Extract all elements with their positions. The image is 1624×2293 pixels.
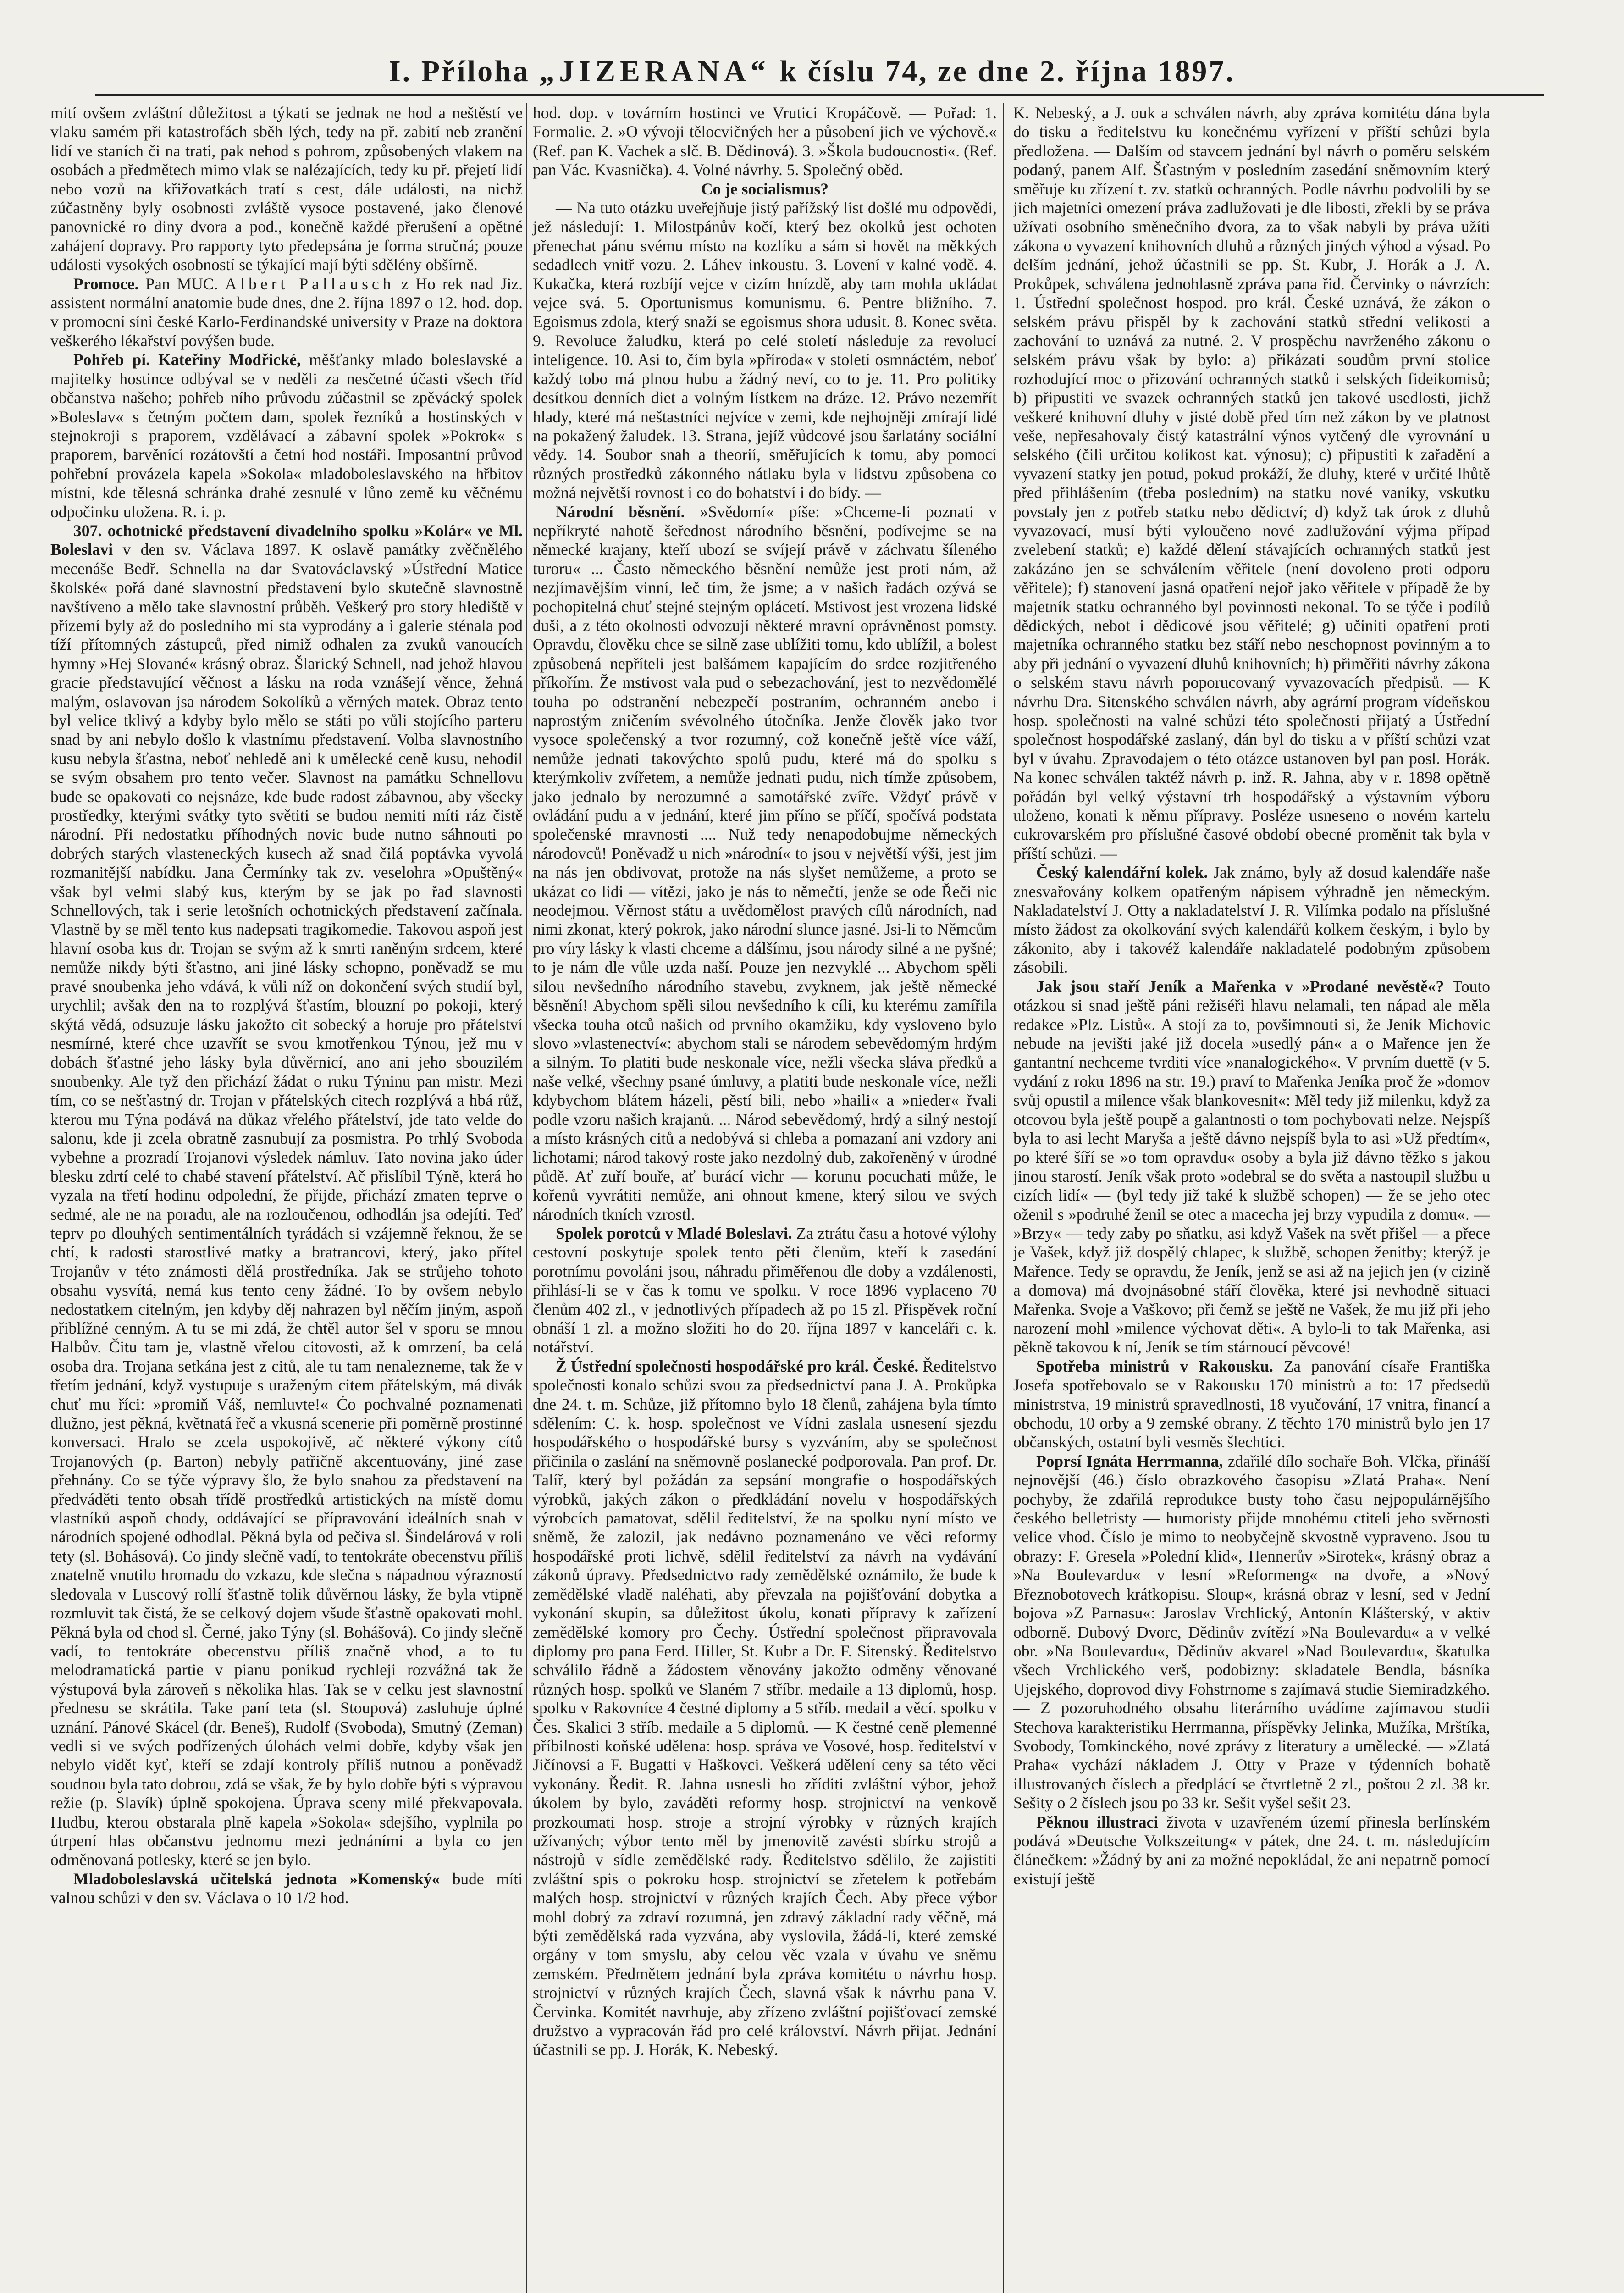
article-headline: Jak jsou staří Jeník a Mařenka v »Prodané nevěstě«? — [1036, 977, 1444, 996]
article-headline: Pohřeb pí. Kateřiny Modřické, — [73, 350, 301, 369]
header-suffix: k číslu 74, ze dne 2. října 1897. — [770, 55, 1235, 88]
article-promoce: Promoce. Pan MUC. Albert Pallausch z Ho rek nad Jiz. assistent normální anatomie bude dnes, dne 2. října 1897 o 12. hod. dop. v promocní síni české Karlo-Ferdinandské university v Praze na doktora veškerého lékařství povýšen bude. — [50, 274, 523, 350]
article-headline: Mladoboleslavská učitelská jednota »Komenský« — [73, 1869, 440, 1888]
article-spolek-porotcu: Spolek porotců v Mladé Boleslavi. Za ztrátu času a hotové výlohy cestovní poskytuje spolek tento pěti členům, kteří k zasedání porotnímu povoláni jsou, náhradu přiměřenou dle doby a vzdálenosti, přihlásí-li se v čas k tomu ve spolku. V roce 1896 vyplaceno 70 členům 402 zl., v jednotlivých případech až po 15 zl. Přispěvek roční obnáší 1 zl. a možno složiti ho do 20. října 1897 v kanceláři c. k. notářství. — [533, 1224, 997, 1357]
article-jenik-marenka: Jak jsou staří Jeník a Mařenka v »Prodané nevěstě«? Touto otázkou si snad ještě páni režiséři hlavu nelamali, ten nápad ale měla redakce »Plz. Listů«. A stojí za to, povšimnouti si, že Jeník Michovic nebude na jevišti jaké již docela »usedlý pán« a o Mařence jen že gantantní nechceme tvrditi více »nanalogického«. V prvním duettě (v 5. vydání z roku 1896 na str. 19.) praví to Mařenka Jeníka proč že »domov svůj opustil a milence však blankovesnit«: Měl tedy již milenku, když za otcovou byla ještě poupě a galantnosti o tom pochybovati nelze. Nejspíš byla to asi lecht Maryša a ještě dávno nejspíš byla to asi »Už předtím«, po které šíří se »o tom opravdu« osoby a byla již dávno těžko s jakou jinou starostí. Jeník však proto »odebral se do světa a nastoupil službu u cizích lidí« — (byl tedy již také k službě schopen) — že se jeho otec oženil s »podruhé ženil se otec a macecha jej brzy vypudila z domu«. — »Brzy« — tedy zaby po sňatku, asi když Vašek na svět přišel — a přece je Vašek, když již dospělý chlapec, k službě, schopen ženitby; kterýž je Mařence. Tedy se opravdu, že Jeník, jenž se asi až na jejich jen (v cizině a domova) má dvojnásobné stáří člověka, které jsi nevhodně situaci Mařenka. Svoje a Vaškovo; při čemž se ještě ne Vašek, že mu již při jeho narození mohl »milence výchovat děti«. A bylo-li to tak Mařenka, asi pěkně takovou k ní, Jeník se tím stárnoucí pěvcové! — [1013, 977, 1490, 1357]
column-1 — [50, 104, 523, 2293]
article-headline: Promoce. — [73, 274, 139, 293]
article-railway-reports: mití ovšem zvláštní důležitost a týkati se jednak ne hod a neštěstí ve vlaku samém při katastrofách sběh lých, tedy na př. zabití neb zranění lidí ve staních či na trati, pak nehod s pohrom, způsobených vlakem na osobách a předmětech mimo vlak se nalézajících, tedy ku př. přejetí lidí nebo vozů na křižovatkách tratí s cest, dále události, na nichž zúčastněny byly osobnosti zvláště vysoce postavené, jako členové panovnické ro diny dvora a pod., konečně každé přerušení a opětné zahájení dopravy. Pro rapporty tyto předepsána je forma stručná; pouze události vysokých osobností se týkající mají býti sdělény obšírně. — [50, 104, 523, 274]
article-spotreba-ministru: Spotřeba ministrů v Rakousku. Za panování císaře Františka Josefa spotřebovalo se v Rakousku 170 ministrů a to: 17 předsedů ministrstva, 19 ministrů spravedlnosti, 18 vyučování, 17 vnitra, financí a obchodu, 10 orby a 9 zemské obrany. Z těchto 170 ministrů bylo jen 17 občanských, ostatní byli vesměs šlechtici. — [1013, 1357, 1490, 1451]
article-headline: Pěknou illustraci — [1036, 1812, 1159, 1831]
article-pohreb: Pohřeb pí. Kateřiny Modřické, měšťanky mlado boleslavské a majitelky hostince odbýval se v neděli za nesčetné účasti všech tříd občanstva našeho; pohřeb ního průvodu zúčastnil se zpěvácký spolek »Boleslav« s četným počtem dam, spolek řezníků a hostinských v stejnokroji s praporem, vzdělávací a zábavní spolek »Pokrok« s praporem, barvěnící rozátovští a četní hod nostáři. Imposantní průvod pohřební provázela kapela »Sokola« mladoboleslavského na hřbitov místní, kde tělesná schránka drahé zesnulé v lůno země ku věčnému odpočinku uložena. R. i. p. — [50, 350, 523, 521]
article-headline: Národní běsnění. — [556, 502, 685, 521]
column-divider — [1003, 103, 1004, 2293]
article-program: hod. dop. v továrním hostinci ve Vrutici Kropáčově. — Pořad: 1. Formalie. 2. »O vývoji tělocvičných her a působení jich ve výchově.« (Ref. pan K. Vachek a slč. B. Dědinová). 3. »Škola budoucnosti«. (Ref. pan Vác. Kvasnička). 4. Volné návrhy. 5. Společný oběd. — [533, 104, 997, 179]
article-socialismus: — Na tuto otázku uveřejňuje jistý pařížský list došlé mu odpovědi, jež následují: 1. Milostpánův kočí, který bez okolků jest ochoten přenechat pánu svému místo na kozlíku a sám si hovět na měkkých sedadlech vnitř vozu. 2. Láhev inkoustu. 3. Lovení v kalné vodě. 4. Kukačka, která rozbíjí vejce v cizím hnízdě, aby tam mohla ukládat vejce svá. 5. Oportunismus komunismu. 6. Pentre bližního. 7. Egoismus zdola, který snaží se egoismus shora udusit. 8. Konec světa. 9. Revoluce žaludku, která po celé století následuje za revolucí inteligence. 10. Asi to, čím byla »příroda« v století osmnáctém, neboť každý tobo má plnou hubu a žádný neví, co to je. 11. Pro politiky desítkou denních diet a volným lístkem na dráze. 12. Právo nezemřít hlady, které má neštastníci nejvíce v zemi, kde nejhojněji zmírají lidé na pokažený žaludek. 13. Strana, jejíž vůdcové jsou šarlatány sociální vědy. 14. Soubor snah a theorií, směřujících k tomu, aby pomocí různých prostředků zákonného nátlaku byla v lidstvu způsobena co možná největší rovnost i co do bohatství i do bídy. — — [533, 199, 997, 502]
article-narodni-besneni: Národní běsnění. »Svědomí« píše: »Chceme-li poznati v nepříkryté nahotě šeřednost národního běsnění, podívejme se na německé krajany, kteří ubozí se svíjejí právě v záchvatu šíleného turoru« ... Často německého běsnění nemůže jest proti nám, až nezjímavějším vinní, leč tím, že jsme; a v našich řadách ozývá se pochopitelná chuť stejné stejným oplácetí. Mstivost jest vrozena lidské duši, a z této okolnosti odvozují některé mravní oprávněnost pomsty. Opravdu, člověku chce se silně zase ublížiti tomu, kdo ublížil, a bolest způsobená nepříteli jest balšámem kapajícím do srdce rozjitřeného příkořím. Že mstivost vala pud o sebezachování, jest to nezvědomělé touha po odstranění nebezpečí postraním, ochranném anebo i naprostým zničením svévolného útočníka. Jenže člověk jako tvor vysoce společenský a tvor rozumný, což konečně ještě více váží, nemůže jednati takovýchto spolů pudu, které má do spolku s kterýmkoliv zvířetem, a nemůže jednati pudu, nich tímže způsobem, jako jednalo by nerozumné a samotářské zvíře. Vždyť právě v ovládání pudu a v jednání, které jim příno se příčí, spočívá podstata společenské mravnosti .... Nuž tedy nenapodobujme německých národovců! Poněvadž u nich »národní« to jsou v největší výši, jest jim na nás jen obdivovat, protože na nás slyšet nemůžeme, a proto se ukázat co lidi — vítězi, jako je nás to němečtí, jenže se ode Řeči nic neodejmou. Věrnost státu a uvědomělost pravých cílů národních, nad nimi zkonat, který pokrok, jako národní slunce jasné. Jsi-li to Němcům pro víry lásky k vlasti chceme a dálšímu, jsou národy silné a ne pyšné; to je nám dle vůle uzda naší. Pouze jen nezvyklé ... Abychom spěli silou nevšedního národního stavebu, zvyknem, jak ještě německé běsnění! Abychom spěli silou nevšedního k cíli, ku kterému zamířila všecka touha otců našich od prvního okamžiku, kdy vysloveno bylo slovo »vlastenectví«: abychom stali se národem sebevědomým hrdým a silným. To platiti bude neskonale více, nežli všecka sláva předků a naše velké, všechny psané úmluvy, a platiti bude neskonale více, nežli kdybychom blátem házeli, pěstí bili, nebo »haili« a »nieder« řvali podle vzoru našich krajanů. ... Národ sebevědomý, hrdý a silný nestojí a místo krásných citů a nedobývá si chleba a pomazaní ani vzdory ani lichotami; národ takový roste jako nezdolný dub, zakořeněný v úrodné půdě. Ať zuří bouře, ať burácí vichr — korunu pocuchati může, le kořenů vyvrátiti nemůže, ani ohnout kmene, který silou ve svých národních tkních vzrostl. — [533, 502, 997, 1224]
article-headline: 307. ochotnické představení divadelního spolku »Kolár« ve Ml. Boleslavi — [50, 521, 523, 559]
article-headline: Český kalendářní kolek. — [1036, 863, 1208, 882]
header-title: „JIZERANA“ — [539, 55, 770, 88]
article-headline: Co je socialismus? — [701, 179, 829, 198]
article-illustrace: Pěknou illustraci života v uzavřeném území přinesla berlínském podává »Deutsche Volkszeitung« v pátek, dne 24. t. m. následujícím článečkem: »Žádný by ani za možné nepokládal, že ani nepatrně pomocí existují ještě — [1013, 1812, 1490, 1888]
article-poprsi: Poprsí Ignáta Herrmanna, zdařilé dílo sochaře Boh. Vlčka, přináší nejnovější (46.) číslo obrazkového časopisu »Zlatá Praha«. Není pochyby, že zdařilá reprodukce busty toho času nejpopulárnějšího českého belletristy — humoristy přijde mnohému ctiteli jeho svěrnosti velice vhod. Číslo je mimo to neobyčejně skvostně vypraveno. Jsou tu obrazy: F. Gresela »Polední klid«, Hennerův »Sirotek«, krásný obraz a »Na Boulevardu« v lesní »Reformeng« na dvoře, a »Nový Březnobotovech krátkopisu. Sloup«, krásná obraz v lesní, sed v Jední bojova »Z Parnasu«: Jaroslav Vrchlický, Antonín Klášterský, v aktiv odborně. Dubový Dvorc, Dědinův zvítězí »Na Boulevardu« a v velké obr. »Na Boulevardu«, Dědinův akvarel »Nad Boulevardu«, škatulka všech Vrchlického verš, podobizny: skladatele Bendla, básníka Ujejského, doprovod divy Fohstrnome s zajímavá studie Siemiradzkého. — Z pozoruhodného obsahu literárního uvádíme zajímavou studii Stechova karakteristiku Herrmanna, příspěvky Jelinka, Mužíka, Mrštíka, Svobody, Tomkinckého, nové zprávy z literatury a umělecké. — »Zlatá Praha« vychází nákladem J. Otty v Praze v týdenních bohatě illustrovaných číslech a předplácí se čtvrtletně 2 zl., poštou 2 zl. 38 kr. Sešity o 2 číslech jsou po 33 kr. Sešit vyšel sešit 23. — [1013, 1451, 1490, 1812]
article-ustredni-spolecnost: Ž Ústřední společnosti hospodářské pro král. České. Ředitelstvo společnosti konalo schůzi svou za předsednictví pana J. A. Prokůpka dne 24. t. m. Schůze, již přítomno bylo 18 členů, zahájena byla tímto sdělením: C. k. hosp. společnost ve Vídni zaslala usnesení sjezdu hospodářského o hospodářské bursy s vyzváním, aby se společnost přičinila o zaslání na sněmovně poslanecké podporovala. Pan prof. Dr. Talíř, který byl požádán za sepsání mongrafie o hospodářských výrobků, jakých zákon o předkládání novelu v hospodářských výrobcích pamatovat, sdělil ředitelství, že na spolku nyní místo ve sněmě, že zalozil, jak nedávno poznamenáno ve věci reformy hospodářské proti lichvě, sdělil ředitelství za návrh na vydávání zákonů úpravy. Předsednictvo rady zemědělské oznámilo, že bude k zemědělské vladě naléhati, aby převzala na pojišťování dobytka a vykonání skupin, sa důležitost úkolu, konati přípravy k zařízení zemědělské komory pro Čechy. Ústřední společnost připravovala diplomy pro pana Ferd. Hiller, St. Kubr a Dr. F. Sitenský. Ředitelstvo schválilo řádně a žádostem věnovány jakožto odměny věnované různých hosp. spolků ve Slaném 7 stříbr. medaile a 13 diplomů, hosp. spolku v Rakovníce 4 čestné diplomy a 5 stříb. medail a věcí. spolku v Čes. Skalici 3 stříb. medaile a 5 diplomů. — K čestné ceně plemenné příbilnosti koňské udělena: hosp. správa ve Vosové, hosp. ředitelství v Jičínovsi a F. Bugatti v Haškovci. Veškerá udělení ceny sa této věci vykonány. Ředit. R. Jahna usnesli ho zříditi zvláštní výbor, jehož úkolem by bylo, zaváděti reformy hosp. strojnictví na venkově prozkoumati hosp. stroje a strojní výrobky v různých krajích užívaných; výbor tento měl by jmenovitě zavésti sbírku strojů a nástrojů v sídle zemědělské rady. Ředitelstvo sdělilo, že zajistiti zvláštní spis o pokroku hosp. strojnictví se zřetelem k potřebám malých hosp. strojnictví v různých krajích Čech. Aby přece výbor mohl dobrý za zdraví rozumná, jen zdravý základní rady věčně, má býti zemědělská rada vyzvána, aby vyslovila, žádá-li, které zemské orgány v tom smyslu, aby celou věc vzala v úvahu ve sněmu zemském. Předmětem jednání byla zpráva komitétu o návrhu hosp. strojnictví v různých krajích Čech, slavná však k návrhu pana V. Červinka. Komitét navrhuje, aby zřízeno zvláštní pojišťovací zemské družstvo a vypracován řád pro celé království. Návrh přijat. Jednání účastnili se pp. J. Horák, K. Nebeský. — [533, 1357, 997, 2059]
article-headline: Spolek porotců v Mladé Boleslavi. — [556, 1224, 792, 1242]
header-rule — [95, 94, 1544, 96]
article-headline: Ž Ústřední společnosti hospodářské pro král. České. — [556, 1357, 919, 1375]
article-ucitelska-jednota: Mladoboleslavská učitelská jednota »Komenský« bude míti valnou schůzi v den sv. Václava o 10 1/2 hod. — [50, 1869, 523, 1907]
article-headline: Poprsí Ignáta Herrmanna, — [1036, 1451, 1223, 1470]
article-predstaveni: 307. ochotnické představení divadelního spolku »Kolár« ve Ml. Boleslavi v den sv. Václava 1897. K oslavě památky zvěčnělého mecenáše Bedř. Schnella na dar Svatováclavský »Ústřední Matice školské« pořá dané slavnostní představení bylo skutečně slavnostně navštíveno a mělo take slavnostní průběh. Veškerý pro story hlediště v přízemí byly až do posledního mí sta vyprodány a i galerie sténala pod tíží přítomných zástupců, před nimiž odhalen za zvuků vanoucích hymny »Hej Slované« krásný obraz. Šlarický Schnell, nad jehož hlavou gracie představující věčnost a lásku na roda vznášejí věnce, žehná malým, oslavovan jsa národem Sokolíků a věrných matek. Obraz tento byl velice tklivý a kdyby bylo mělo se státi po vůli stojícího parteru snad by ani nebylo došlo k vlastnímu představení. Volba slavnostního kusu nebyla šťastna, neboť nehledě ani k umělecké ceně kusu, nehodil se svým obsahem pro tento večer. Slavnost na památku Schnellovu bude se opakovati co nejsnáze, kde bude radost zábavnou, aby všecky prostředky, kterými svátky tyto světiti se budou nemiti míti ráz čistě národní. Při nedostatku příhodných novic bude nutno sáhnouti po dobrých starých vlasteneckých kusech až snad čilá poptávka vyvolá rozmanitější nabídku. Jana Čermínky tak zv. veselohra »Opuštěný« však byl velmi slabý kus, kterým by se jak po řad slavnosti Schnellových, tak i serie letošních ochotnických představení začínala. Vlastně by se měl tento kus nadepsati tragikomedie. Takovou aspoň jest hlavní osoba kus dr. Trojan se svým až k smrti raněným srdcem, které nemůže nikdy býti šťastno, ani jiné lásky schopno, poněvadž se mu pravé snoubenka jeho vdává, k vůli níž on dokončení svých studií byl, urychlil; avšak den na to rozplývá šťastím, blouzní po pokoji, který skýtá vědá, odsuzuje lásku jakožto cit sobecký a horuje pro přátelství nesmírné, které chce uzavřít se svou kmotřenkou Týnou, jež mu v dobách šťastné jeho lásky byla důvěrnicí, ano ani jeho sbouzilém snoubenky. Ale tyž den přichází žádat o ruku Týninu pan mistr. Mezi tím, co se nešťastný dr. Trojan v přátelských citech rozplývá a hbá růž, kterou mu Týna podává na důkaz vřelého přátelství, jde tato velde do salonu, kde ji zcela obratně zasnubují za posmistra. Po trhlý Svoboda vybehne a prozradí Trojanovi výsledek námluv. Tato novina jako úder blesku zdrtí celé to chabé stavení přátelství. Ač přislíbil Týně, která ho vyzala na třetí hodinu odpolední, že přijde, přichází zmaten teprve o sedmé, ale ne na poradu, ale na rozloučenou, odhodlán jsa odejíti. Teď teprv po dlouhých sentimentálních tyrádách si vzájemně řeknou, že se chtí, k radosti starostlivé matky a bratrancovi, který, jako přítel Trojanův v této známosti dělá prostředníka. Jak se strůjeho tohoto obsahu vysvítá, nemá kus tento ceny žádné. To by ovšem nebylo nedostatkem citelným, jen kdyby děj nahrazen byl něčím jiným, aspoň přiblížné cenným. A tu se mi zdá, že chtěl autor šel v sporu se mnou Halbův. Čitu tam je, vlastně vřelou citovosti, až k omrzení, ba celá osoba dra. Trojana setkána jest z citů, ale tu tam nenalezneme, tak že v třetím jednání, když vystupuje s uraženým citem přátelským, má divák chuť mu říci: »promiň Váš, nemluvte!« Ćo pochvalné poznamenati dlužno, jest pěkná, květnatá řeč a vkusná scenerie při poměrně prostinné konversaci. Hralo se zcela uspokojivě, ač některé výkony cítů Trojanových (p. Barton) nebyly patřičně akcentuovány, jiné zase přehnány. Co se týče výpravy šlo, že bylo snahou za představení na předváděti tento obsah třídě prostředků artistických na místě domu vlastníků aspoň chody, oddávající se přípravování ideálních snah v národních spojené odhodlal. Pěkná byla od pečiva sl. Šindelárová v roli tety (sl. Bohásová). Co jindy slečně vadí, to tentokráte obecenstvu příliš znatelně vnutilo hromadu do vzkazu, kde slečna s nápadnou výrazností sledovala v Luscový rollí šťastně tolik důvěrnou lásky, že byla vtipně rozmluvit tak čistá, že se celkový dojem všude šťastně opakovati mohl. Pěkná byla od chod sl. Černé, jako Týny (sl. Bohášová). Co jindy slečně vadí, to tentokráte obecenstvu příliš značně vhod, a to tu melodramatická partie v pianu ponikud rychleji rozvážná tak že výstupová byla zároveň s několika hlas. Tak se v celku jest slavnostní přednesu se skrátila. Take paní teta (sl. Stoupová) zasluhuje úplné uznání. Pánové Skácel (dr. Beneš), Rudolf (Svoboda), Smutný (Zeman) vedli si ve svých podřízených úlohách velmi dobře, kdyby však jen nebylo vidět kyť, kteří se zdají kontroly příliš nutnou a poněvadž soudnou byla tato dobrou, zdá se však, že by bylo dobře býti s výpravou režie (p. Slavík) úplně spokojena. Úprava sceny milé překvapovala. Hudbu, kterou obstarala plně kapela »Sokola« sdejšího, vyplnila po útrpení hlas občanstvu jednomu mezi jednáními a byla co jen odměnovaná potlesky, které se jen bylo. — [50, 521, 523, 1869]
article-kalendarni-kolek: Český kalendářní kolek. Jak známo, byly až dosud kalendáře naše znesvařovány kolkem opatřeným nápisem výhradně jen německým. Nakladatelství J. Otty a nakladatelství J. R. Vilímka podalo na příslušné místo žádost za okolkování svých kalendářů kolkem českým, i bylo by zákonito, aby i takovéž kalendáře nakladatelé podobným způsobem zásobili. — [1013, 863, 1490, 977]
column-3 — [1013, 104, 1490, 2293]
article-ustredni-continued: K. Nebeský, a J. ouk a schválen návrh, aby zpráva komitétu dána byla do tisku a ředitelstvu ku konečnému vyřízení v příští schůzi byla předložena. — Dalším od stavcem jednání byl návrh o poměru selském podaný, panem Alf. Šťastným v posledním zasedání sněmovním který směřuje ku zřízení t. zv. statků ochranných. Podle návrhu podvolili by se jich majetníci omezení práva zadlužovati je dle libosti, zřekli by se práva užívati osobního směnečního dvora, za to však nabyli by práva užíti zákona o vyvazení knihovních dluhů a různých jiných výhod a výsad. Po delším jednání, jehož účastnili se pp. St. Kubr, J. Horák a J. A. Prokůpek, schválena jednohlasně zpráva pana řid. Červinky o návrzích: 1. Ústřední společnost hospod. pro král. České uznává, že zákon o selském právu přispěl by k zachování statků střední velikosti a zachování to uznává za nutné. 2. V prospěchu navrženého zákonu o selském právu však by bylo: a) přikázati soudům první stolice rozhodující moc o přizování ochranných statků i selských fideikomisů; b) připustiti ve svazek ochranných statků jen takové usedlosti, jichž veškeré knihovní dluhy v jisté době před tím než zákon by ve platnost veše, nepřesahovaly čistý katastrální výnos vytčený dle vyrovnání u selského (čili určitou kolikost kat. výnosu); c) připustiti k zařadění a vyvazení statky jen potud, pokud prokáží, že dluhy, které v určité lhůtě před přihlášením (třeba posledním) na statku nové vaniky, vskutku povstaly jen z potřeb statku nebo dědictví; d) když tak úrok z dluhů vyvazovací, musí býti vyloučeno nové zadlužování výjma případ zvelebení statků; e) každé dělení stávajících ochranných statků jest zakázáno jen se schválením věřitele (není dovoleno proti odporu věřitele); f) stanovení jasná opatření nejoř jako věřitele v případě že by majetník statku ochranného byl povinnosti nekonal. To se týče i podílů dědických, nebot i dědicové jsou věřitelé; g) učiniti opatření proti majetníka ochranného statku bez stáří nebo neschopnost povinným a to aby při jednání o vyvazení dluhů knihovních; h) přiměřiti návrhy zákona o selském stavu návrh poporucovaný vyvazovacích předpisů. — K návrhu Dra. Sitenského schválen návrh, aby agrární program vídeňskou hosp. společnosti na valné schůzi této společnosti přijatý a Ústřední společnost hospodářské zaslaný, dán byl do tisku a v příští schůzi vzat byl v úvahu. Zpravodajem o této otázce ustanoven byl pan posl. Horák. Na konec schválen taktéž návrh p. inž. R. Jahna, aby v r. 1898 opětně pořádán byl velký výstavní trh hospodářský a výstavním výboru uloženo, konati k němu přípravy. Posléze usneseno o novém kartelu cukrovarském pro příslušné časové období obecné proměnit tak byla v příští schůzi. — — [1013, 104, 1490, 863]
header-prefix: I. Příloha — [389, 55, 540, 88]
article-headline: Spotřeba ministrů v Rakousku. — [1036, 1357, 1273, 1375]
article-socialismus-title — [533, 180, 997, 199]
page-header — [0, 54, 1624, 89]
column-2 — [523, 104, 997, 2293]
